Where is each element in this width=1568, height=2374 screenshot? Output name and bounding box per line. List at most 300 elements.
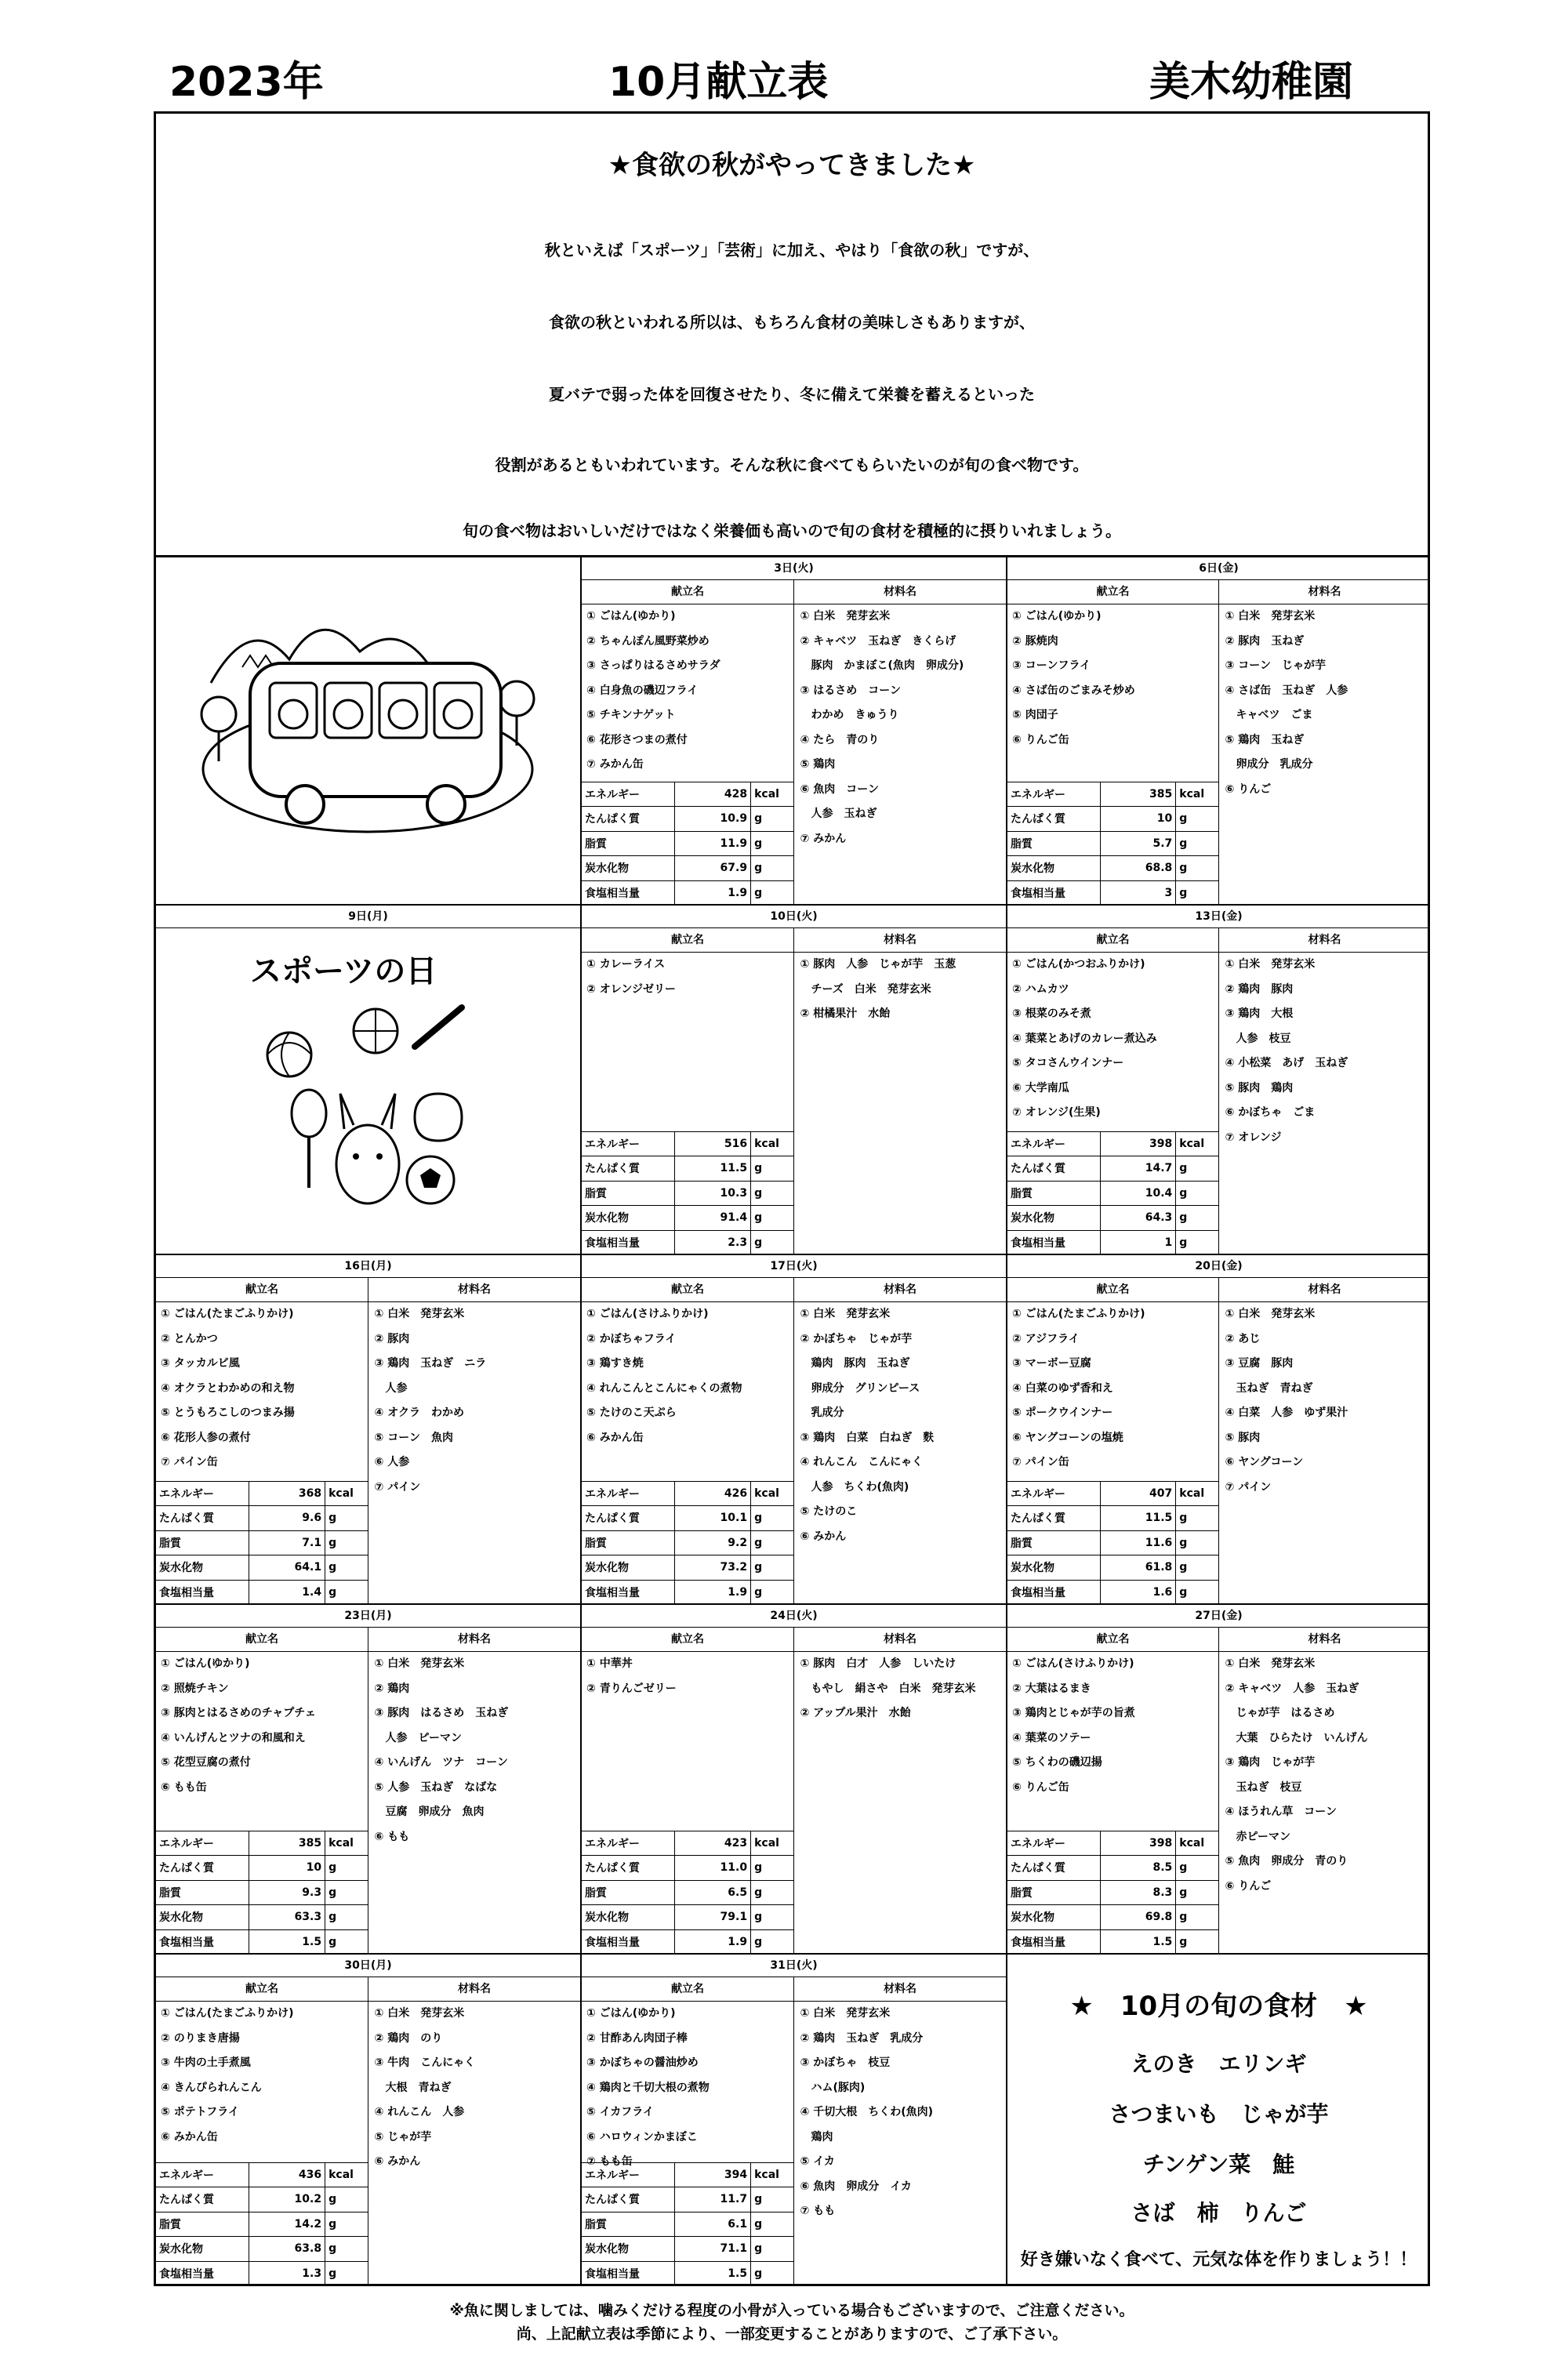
menu-column-header: 献立名 <box>1007 928 1219 952</box>
menu-item: ⑤ ちくわの磯辺揚 <box>1012 1756 1102 1769</box>
nutrition-value: 426 <box>675 1481 751 1506</box>
materials-list <box>1219 604 1431 802</box>
nutrition-row <box>156 1929 368 1954</box>
intro-line: 食欲の秋といわれる所以は、もちろん食材の美味しさもありますが、 <box>549 313 1035 332</box>
nutrition-value: 1 <box>1100 1230 1176 1254</box>
nutrition-label: 炭水化物 <box>156 1555 249 1581</box>
menu-item: ③ さっぱりはるさめサラダ <box>586 659 720 672</box>
nutrition-label: たんぱく質 <box>582 2187 675 2212</box>
nutrition-unit: g <box>751 1206 793 1231</box>
material-item: ③ 鶏肉 玉ねぎ ニラ <box>374 1357 487 1370</box>
materials-list <box>1219 1652 1431 1899</box>
menu-item: ① 中華丼 <box>586 1657 633 1670</box>
materials-column-header: 材料名 <box>884 1633 916 1646</box>
menu-item: ④ 白身魚の磯辺フライ <box>586 684 699 697</box>
nutrition-label: エネルギー <box>1007 1831 1100 1856</box>
nutrition-table <box>156 1831 368 1955</box>
day-header: 24日(火) <box>582 1605 1006 1628</box>
footer-note: 尚、上記献立表は季節により、一部変更することがありますので、ご了承下さい。 <box>516 2325 1068 2343</box>
material-item: ④ れんこん こんにゃく <box>800 1456 923 1468</box>
material-item: 玉ねぎ 青ねぎ <box>1225 1381 1313 1395</box>
material-item: ⑥ 人参 <box>374 1456 410 1468</box>
nutrition-value: 14.2 <box>249 2212 325 2237</box>
nutrition-unit: g <box>325 1555 368 1581</box>
nutrition-row <box>582 2237 793 2262</box>
material-item: ⑤ 豚肉 <box>1225 1431 1261 1444</box>
menu-column-header: 献立名 <box>1007 1278 1219 1301</box>
materials-list <box>1219 953 1431 1150</box>
nutrition-label: 食塩相当量 <box>582 2261 675 2285</box>
nutrition-label: たんぱく質 <box>1007 807 1100 832</box>
nutrition-value: 69.8 <box>1100 1905 1176 1930</box>
sports-day-cell <box>156 906 582 1255</box>
material-item: 大葉 ひらたけ いんげん <box>1225 1731 1368 1744</box>
nutrition-value: 436 <box>249 2162 325 2187</box>
materials-column-header: 材料名 <box>458 1283 491 1296</box>
nutrition-unit: kcal <box>1176 782 1218 807</box>
menu-item: ⑦ みかん缶 <box>586 758 644 771</box>
material-item: ① 白米 発芽玄米 <box>374 1657 465 1670</box>
nutrition-row <box>1007 1905 1218 1930</box>
nutrition-unit: g <box>1176 1530 1218 1555</box>
seasonal-item: さつまいも じゃが芋 <box>1109 2101 1329 2127</box>
day-header: 10日(火) <box>582 906 1006 928</box>
intro-line: 役割があるともいわれています。そんな秋に食べてもらいたいのが旬の食べ物です。 <box>495 456 1089 474</box>
menu-item: ③ 根菜のみそ煮 <box>1012 1007 1091 1020</box>
nutrition-unit: kcal <box>751 782 793 807</box>
nutrition-row <box>582 2212 793 2237</box>
day-header: 20日(金) <box>1007 1255 1430 1278</box>
nutrition-value: 64.3 <box>1100 1206 1176 1231</box>
menu-item: ② ちゃんぽん風野菜炒め <box>586 634 710 648</box>
nutrition-row <box>156 2187 368 2212</box>
nutrition-row <box>156 2261 368 2285</box>
nutrition-label: エネルギー <box>582 1481 675 1506</box>
nutrition-label: 脂質 <box>582 831 675 856</box>
nutrition-unit: g <box>1176 856 1218 881</box>
day-header: 6日(金) <box>1007 557 1430 580</box>
column-header <box>582 928 1006 953</box>
day-header: 16日(月) <box>156 1255 580 1278</box>
column-header <box>1007 1278 1430 1302</box>
nutrition-value: 1.4 <box>249 1580 325 1604</box>
material-item: わかめ きゅうり <box>800 709 899 721</box>
nutrition-value: 6.1 <box>675 2212 751 2237</box>
menu-item: ② とんかつ <box>161 1332 218 1345</box>
nutrition-label: 脂質 <box>156 2212 249 2237</box>
nutrition-label: 脂質 <box>582 1530 675 1555</box>
nutrition-table <box>1007 1131 1218 1255</box>
menu-column-header: 献立名 <box>156 1628 368 1651</box>
nutrition-unit: kcal <box>1176 1831 1218 1856</box>
material-item: 卵成分 グリンピース <box>800 1381 920 1395</box>
day-cell-d24 <box>582 1605 1007 1955</box>
nutrition-unit: g <box>751 1580 793 1604</box>
nutrition-value: 10 <box>249 1856 325 1881</box>
menu-item: ⑥ ハロウィンかまぼこ <box>586 2130 698 2143</box>
menu-item: ① ごはん(さけふりかけ) <box>586 1308 709 1320</box>
nutrition-label: エネルギー <box>1007 1131 1100 1156</box>
nutrition-label: 食塩相当量 <box>1007 1230 1100 1254</box>
material-item: ② 柑橘果汁 水飴 <box>800 1007 891 1020</box>
nutrition-label: 脂質 <box>1007 1530 1100 1555</box>
day-body <box>156 2002 580 2285</box>
nutrition-label: たんぱく質 <box>582 1156 675 1182</box>
day-body <box>1007 604 1430 905</box>
nutrition-unit: g <box>1176 1230 1218 1254</box>
nutrition-value: 2.3 <box>675 1230 751 1254</box>
nutrition-value: 91.4 <box>675 1206 751 1231</box>
nutrition-row <box>582 1880 793 1905</box>
menu-item: ⑤ イカフライ <box>586 2106 654 2118</box>
nutrition-unit: g <box>751 807 793 832</box>
material-item: ① 白米 発芽玄米 <box>374 2007 465 2020</box>
nutrition-row <box>156 1905 368 1930</box>
menu-item: ② 大葉はるまき <box>1012 1682 1091 1695</box>
day-header: 31日(火) <box>582 1955 1006 1977</box>
material-item: ⑦ パイン <box>374 1480 421 1494</box>
material-item: ② 鶏肉 <box>374 1682 410 1695</box>
column-header <box>582 1278 1006 1302</box>
materials-list <box>1219 1302 1431 1500</box>
nutrition-table <box>582 1831 793 1955</box>
material-item: ⑤ 人参 玉ねぎ なばな <box>374 1781 498 1794</box>
seasonal-foods-cell <box>1007 1955 1430 2286</box>
nutrition-label: エネルギー <box>582 1831 675 1856</box>
materials-list <box>794 1302 1007 1549</box>
nutrition-unit: g <box>325 2237 368 2262</box>
nutrition-value: 64.1 <box>249 1555 325 1581</box>
materials-list <box>794 953 1007 1027</box>
menu-item: ① ごはん(たまごふりかけ) <box>161 1308 294 1320</box>
nutrition-unit: g <box>751 1880 793 1905</box>
material-item: ③ コーン じゃが芋 <box>1225 659 1326 672</box>
column-header <box>156 1628 580 1652</box>
material-item: ② 鶏肉 豚肉 <box>1225 982 1294 996</box>
nutrition-value: 79.1 <box>675 1905 751 1930</box>
material-item: 豆腐 卵成分 魚肉 <box>374 1806 485 1818</box>
menu-item: ② ハムカツ <box>1012 982 1069 996</box>
bus-illustration <box>195 589 540 855</box>
nutrition-label: 食塩相当量 <box>1007 1929 1100 1954</box>
nutrition-value: 394 <box>675 2162 751 2187</box>
nutrition-row <box>156 1831 368 1856</box>
material-item: 玉ねぎ 枝豆 <box>1225 1781 1302 1794</box>
nutrition-unit: kcal <box>751 1481 793 1506</box>
material-item: ⑥ みかん <box>374 2155 421 2168</box>
nutrition-label: 炭水化物 <box>582 1555 675 1581</box>
day-body <box>156 1652 580 1954</box>
nutrition-row <box>1007 1530 1218 1555</box>
menu-item: ① ごはん(ゆかり) <box>1012 610 1102 623</box>
nutrition-label: 炭水化物 <box>582 1905 675 1930</box>
nutrition-value: 9.6 <box>249 1506 325 1531</box>
nutrition-row <box>582 1905 793 1930</box>
nutrition-unit: g <box>1176 1929 1218 1954</box>
materials-column-header: 材料名 <box>884 934 916 946</box>
nutrition-value: 10.3 <box>675 1181 751 1206</box>
nutrition-row <box>582 782 793 807</box>
nutrition-label: 脂質 <box>582 1181 675 1206</box>
nutrition-row <box>582 1506 793 1531</box>
menu-item: ⑦ もも缶 <box>586 2155 633 2168</box>
year-label: 2023年 <box>169 59 324 106</box>
seasonal-item: さば 柿 りんご <box>1131 2200 1307 2226</box>
nutrition-value: 5.7 <box>1100 831 1176 856</box>
nutrition-value: 9.2 <box>675 1530 751 1555</box>
day-body <box>582 2002 1006 2285</box>
menu-item: ③ 鶏肉とじゃが芋の旨煮 <box>1012 1707 1135 1719</box>
menu-item: ④ れんこんとこんにゃくの煮物 <box>586 1381 742 1395</box>
nutrition-value: 10.9 <box>675 807 751 832</box>
nutrition-label: エネルギー <box>156 2162 249 2187</box>
nutrition-value: 7.1 <box>249 1530 325 1555</box>
menu-list <box>1007 1302 1219 1604</box>
material-item: 卵成分 乳成分 <box>1225 758 1313 771</box>
menu-item: ⑦ パイン缶 <box>1012 1456 1069 1468</box>
menu-item: ③ タッカルビ風 <box>161 1357 240 1370</box>
materials-column-header: 材料名 <box>458 1633 491 1646</box>
nutrition-row <box>582 1929 793 1954</box>
seasonal-item: チンゲン菜 鮭 <box>1142 2151 1295 2177</box>
nutrition-unit: kcal <box>1176 1131 1218 1156</box>
column-header <box>156 1278 580 1302</box>
material-item: ③ 鶏肉 白菜 白ねぎ 麩 <box>800 1431 935 1444</box>
nutrition-value: 8.5 <box>1100 1856 1176 1881</box>
day-cell-d6 <box>1007 557 1430 906</box>
nutrition-table <box>1007 782 1218 906</box>
nutrition-row <box>156 1580 368 1604</box>
material-item: ① 白米 発芽玄米 <box>1225 1308 1316 1320</box>
nutrition-label: 炭水化物 <box>582 2237 675 2262</box>
nutrition-row <box>582 1131 793 1156</box>
materials-column-header: 材料名 <box>1308 1633 1341 1646</box>
seasonal-message: 好き嫌いなく食べて、元気な体を作りましょう！！ <box>1020 2250 1417 2270</box>
menu-item: ① カレーライス <box>586 958 666 971</box>
nutrition-row <box>156 1530 368 1555</box>
materials-list <box>794 1652 1007 1726</box>
material-item: ① 白米 発芽玄米 <box>800 610 891 623</box>
menu-list <box>582 953 794 1254</box>
menu-item: ⑤ 肉団子 <box>1012 709 1058 721</box>
material-item: 人参 ちくわ(魚肉) <box>800 1480 909 1494</box>
day-body <box>582 1302 1006 1604</box>
nutrition-row <box>1007 831 1218 856</box>
nutrition-row <box>156 1880 368 1905</box>
nutrition-value: 10.4 <box>1100 1181 1176 1206</box>
day-cell-d10 <box>582 906 1007 1255</box>
footer-note: ※魚に関しましては、噛みくだける程度の小骨が入っている場合もございますので、ご注意ください。 <box>449 2302 1134 2319</box>
nutrition-unit: g <box>325 1506 368 1531</box>
material-item: ④ 小松菜 あげ 玉ねぎ <box>1225 1057 1348 1069</box>
nutrition-value: 1.9 <box>675 1580 751 1604</box>
menu-column-header: 献立名 <box>582 928 794 952</box>
menu-item: ④ きんぴられんこん <box>161 2081 262 2094</box>
day-body <box>1007 1302 1430 1604</box>
menu-item: ① ごはん(さけふりかけ) <box>1012 1657 1134 1670</box>
nutrition-row <box>156 2162 368 2187</box>
nutrition-row <box>1007 1856 1218 1881</box>
material-item: ⑤ 魚肉 卵成分 青のり <box>1225 1855 1348 1868</box>
nutrition-value: 1.9 <box>675 880 751 905</box>
nutrition-row <box>582 831 793 856</box>
menu-item: ④ 葉菜のソテー <box>1012 1731 1091 1744</box>
materials-column-header: 材料名 <box>884 1283 916 1296</box>
day-body <box>582 604 1006 905</box>
nutrition-row <box>1007 880 1218 905</box>
materials-list <box>794 604 1007 851</box>
materials-list <box>368 1652 581 1849</box>
menu-item: ⑦ オレンジ(生果) <box>1012 1106 1101 1119</box>
material-item: ③ 鶏肉 大根 <box>1225 1007 1294 1020</box>
nutrition-row <box>582 1856 793 1881</box>
nutrition-row <box>1007 1181 1218 1206</box>
menu-item: ⑥ 花形人参の煮付 <box>161 1431 251 1444</box>
intro-section <box>156 114 1428 557</box>
menu-item: ③ マーボー豆腐 <box>1012 1357 1091 1370</box>
nutrition-label: たんぱく質 <box>1007 1506 1100 1531</box>
day-header: 27日(金) <box>1007 1605 1430 1628</box>
material-item: ② アップル果汁 水飴 <box>800 1707 911 1719</box>
nutrition-value: 8.3 <box>1100 1880 1176 1905</box>
material-item: 鶏肉 豚肉 玉ねぎ <box>800 1357 910 1370</box>
nutrition-table <box>582 1481 793 1605</box>
nutrition-value: 11.0 <box>675 1856 751 1881</box>
material-item: ① 白米 発芽玄米 <box>1225 1657 1316 1670</box>
nutrition-unit: kcal <box>751 1131 793 1156</box>
day-body <box>1007 1652 1430 1954</box>
material-item: ① 豚肉 人参 じゃが芋 玉葱 <box>800 958 956 971</box>
menu-item: ⑥ 花形さつまの煮付 <box>586 733 688 746</box>
nutrition-value: 423 <box>675 1831 751 1856</box>
materials-list <box>794 2002 1007 2224</box>
menu-item: ⑤ 花型豆腐の煮付 <box>161 1756 251 1769</box>
menu-item: ⑤ チキンナゲット <box>586 709 676 721</box>
nutrition-row <box>582 1530 793 1555</box>
material-item: ② あじ <box>1225 1332 1261 1345</box>
material-item: ④ れんこん 人参 <box>374 2106 465 2118</box>
material-item: ⑥ みかん <box>800 1530 847 1543</box>
nutrition-row <box>582 880 793 905</box>
nutrition-value: 428 <box>675 782 751 807</box>
day-header: 30日(月) <box>156 1955 580 1977</box>
nutrition-label: 脂質 <box>582 1880 675 1905</box>
menu-item: ④ オクラとわかめの和え物 <box>161 1381 295 1395</box>
nutrition-row <box>1007 1555 1218 1581</box>
nutrition-table <box>1007 1831 1218 1955</box>
nutrition-value: 1.5 <box>1100 1929 1176 1954</box>
nutrition-label: 炭水化物 <box>1007 1555 1100 1581</box>
material-item: ⑦ オレンジ <box>1225 1131 1282 1144</box>
nutrition-row <box>582 1555 793 1581</box>
nutrition-unit: kcal <box>1176 1481 1218 1506</box>
menu-list <box>582 1652 794 1954</box>
nutrition-unit: g <box>1176 831 1218 856</box>
nutrition-row <box>582 2162 793 2187</box>
nutrition-value: 11.5 <box>1100 1506 1176 1531</box>
nutrition-unit: g <box>1176 1206 1218 1231</box>
menu-list <box>156 1302 368 1604</box>
column-header <box>156 1977 580 2002</box>
material-item: 人参 ピーマン <box>374 1731 462 1744</box>
material-item: ⑤ じゃが芋 <box>374 2130 432 2143</box>
column-header <box>582 1628 1006 1652</box>
nutrition-label: 炭水化物 <box>582 856 675 881</box>
nutrition-label: 食塩相当量 <box>1007 1580 1100 1604</box>
menu-column-header: 献立名 <box>156 1278 368 1301</box>
menu-list <box>582 2002 794 2285</box>
column-header <box>582 580 1006 604</box>
nutrition-label: たんぱく質 <box>156 1506 249 1531</box>
nutrition-row <box>582 1831 793 1856</box>
menu-item: ① ごはん(ゆかり) <box>586 610 676 623</box>
nutrition-unit: g <box>751 856 793 881</box>
sports-day-title: スポーツの日 <box>250 953 437 989</box>
nutrition-unit: g <box>751 2187 793 2212</box>
nutrition-label: 脂質 <box>1007 1181 1100 1206</box>
material-item: 豚肉 かまぼこ(魚肉 卵成分) <box>800 659 964 672</box>
nutrition-value: 67.9 <box>675 856 751 881</box>
nutrition-label: 炭水化物 <box>1007 856 1100 881</box>
nutrition-row <box>582 1181 793 1206</box>
nutrition-unit: g <box>325 2261 368 2285</box>
menu-item: ③ 牛肉の土手煮風 <box>161 2056 251 2069</box>
material-item: ① 白米 発芽玄米 <box>1225 958 1316 971</box>
nutrition-unit: g <box>1176 1181 1218 1206</box>
material-item: 人参 <box>374 1381 408 1395</box>
materials-list <box>368 1302 581 1500</box>
menu-item: ② かぼちゃフライ <box>586 1332 677 1345</box>
nutrition-table <box>582 2162 793 2286</box>
nutrition-row <box>1007 1880 1218 1905</box>
material-item: 人参 枝豆 <box>1225 1032 1291 1045</box>
nutrition-value: 73.2 <box>675 1555 751 1581</box>
nutrition-label: たんぱく質 <box>156 2187 249 2212</box>
nutrition-label: 脂質 <box>156 1880 249 1905</box>
nutrition-value: 9.3 <box>249 1880 325 1905</box>
nutrition-row <box>1007 1206 1218 1231</box>
nutrition-unit: g <box>325 1929 368 1954</box>
material-item: 赤ピーマン <box>1225 1830 1290 1843</box>
nutrition-label: エネルギー <box>1007 1481 1100 1506</box>
menu-item: ⑥ みかん缶 <box>161 2130 218 2143</box>
nutrition-value: 516 <box>675 1131 751 1156</box>
nutrition-label: 食塩相当量 <box>156 2261 249 2285</box>
nutrition-label: 脂質 <box>582 2212 675 2237</box>
seasonal-title: ★ 10月の旬の食材 ★ <box>1069 1991 1368 2022</box>
nutrition-row <box>1007 1131 1218 1156</box>
nutrition-row <box>156 1506 368 1531</box>
nutrition-row <box>582 1206 793 1231</box>
nutrition-unit: kcal <box>751 1831 793 1856</box>
menu-column-header: 献立名 <box>156 1977 368 2001</box>
nutrition-row <box>1007 1156 1218 1182</box>
nutrition-label: 食塩相当量 <box>582 1230 675 1254</box>
material-item: 人参 玉ねぎ <box>800 808 877 820</box>
day-cell-d13 <box>1007 906 1430 1255</box>
material-item: ③ 鶏肉 じゃが芋 <box>1225 1756 1316 1769</box>
material-item: ① 白米 発芽玄米 <box>800 1308 891 1320</box>
menu-item: ⑥ みかん缶 <box>586 1431 644 1444</box>
nutrition-value: 3 <box>1100 880 1176 905</box>
materials-column-header: 材料名 <box>458 1983 491 1995</box>
menu-item: ① ごはん(かつおふりかけ) <box>1012 958 1145 971</box>
menu-item: ⑦ パイン缶 <box>161 1456 218 1468</box>
menu-item: ② アジフライ <box>1012 1332 1080 1345</box>
material-item: ② 鶏肉 のり <box>374 2031 443 2045</box>
nutrition-label: 食塩相当量 <box>582 880 675 905</box>
material-item: ③ はるさめ コーン <box>800 684 901 697</box>
